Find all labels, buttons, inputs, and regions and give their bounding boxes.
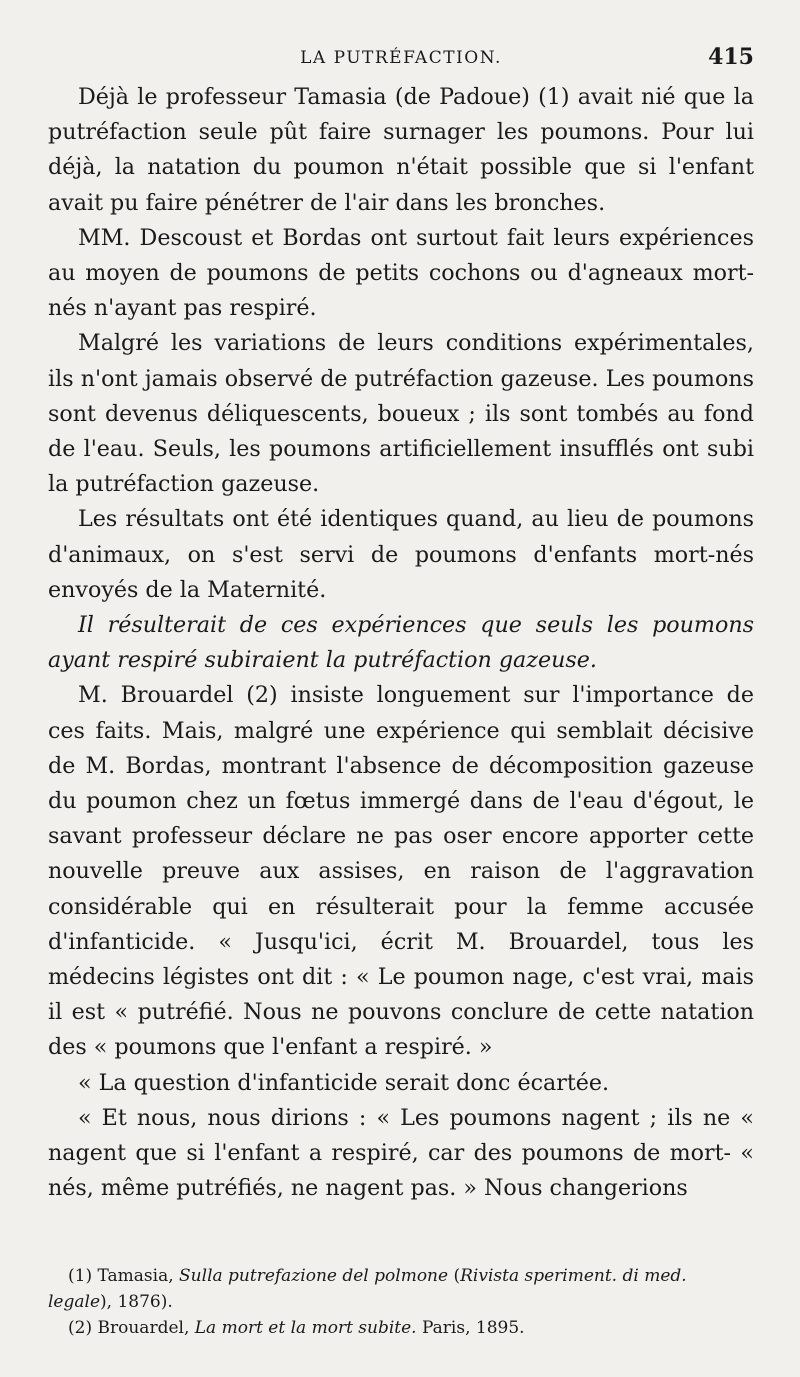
paragraph: Déjà le professeur Tamasia (de Padoue) (1) avait nié que la putréfaction seule pût faire surnager les poumons. Pour lui déjà, la natation du poumon n'était possible que si l'enfant avait pu faire pénétrer de l'air dans les bronches.	[48, 84, 754, 216]
footnote-author: Tamasia,	[97, 1266, 174, 1286]
paragraph: Malgré les variations de leurs conditions expérimentales, ils n'ont jamais observé de putréfaction gazeuse. Les poumons sont devenus déliquescents, boueux ; ils sont tombés au fond de l'eau. Seuls, les poumons artificiellement insufflés ont subi la putréfaction gazeuse.	[48, 330, 754, 498]
footnote-title: Sulla putrefazione del polmone	[179, 1266, 449, 1286]
paragraph: « La question d'infanticide serait donc écartée.	[78, 1069, 610, 1096]
page-header	[48, 44, 754, 74]
footnote-2	[48, 1315, 754, 1341]
paragraph: « Et nous, nous dirions : « Les poumons nagent ; ils ne « nagent que si l'enfant a respiré, car des poumons de mort- « nés, même putréfiés, ne nagent pas. » Nous changerions	[48, 1104, 754, 1202]
footnotes	[48, 1263, 754, 1341]
footnote-source-open: (	[453, 1266, 461, 1286]
running-title: LA PUTRÉFACTION.	[300, 48, 502, 68]
italic-conclusion: Il résulterait de ces expériences que seuls les poumons ayant respiré subiraient la putréfaction gazeuse.	[48, 612, 754, 674]
footnote-mark: (1)	[68, 1266, 93, 1286]
footnote-rest: Paris, 1895.	[422, 1318, 525, 1338]
paragraph: MM. Descoust et Bordas ont surtout fait leurs expériences au moyen de poumons de petits cochons ou d'agneaux mort-nés n'ayant pas respiré.	[48, 224, 754, 322]
footnote-source: Rivista speriment. di med. legale	[48, 1266, 687, 1312]
paragraph: Les résultats ont été identiques quand, au lieu de poumons d'animaux, on s'est servi de poumons d'enfants mort-nés envoyés de la Maternité.	[48, 506, 754, 603]
footnote-author: Brouardel,	[97, 1318, 190, 1338]
footnote-mark: (2)	[68, 1318, 93, 1338]
paragraph: M. Brouardel (2) insiste longuement sur l'importance de ces faits. Mais, malgré une expérience qui semblait décisive de M. Bordas, montrant l'absence de décomposition gazeuse du poumon chez un fœtus immergé dans de l'eau d'égout, le savant professeur déclare ne pas oser encore apporter cette nouvelle preuve aux assises, en raison de l'aggravation considérable qui en résulterait pour la femme accusée d'infanticide. « Jusqu'ici, écrit M. Brouardel, tous les médecins légistes ont dit : « Le poumon nage, c'est vrai, mais il est « putréfié. Nous ne pouvons conclure de cette natation des « poumons que l'enfant a respiré. »	[48, 682, 754, 1061]
footnote-year: 1876).	[117, 1292, 173, 1312]
footnote-title: La mort et la mort subite.	[194, 1318, 417, 1338]
page-number: 415	[708, 44, 754, 70]
body-text	[48, 80, 754, 1207]
footnote-1	[48, 1263, 754, 1315]
footnote-source-close: ),	[100, 1292, 113, 1312]
